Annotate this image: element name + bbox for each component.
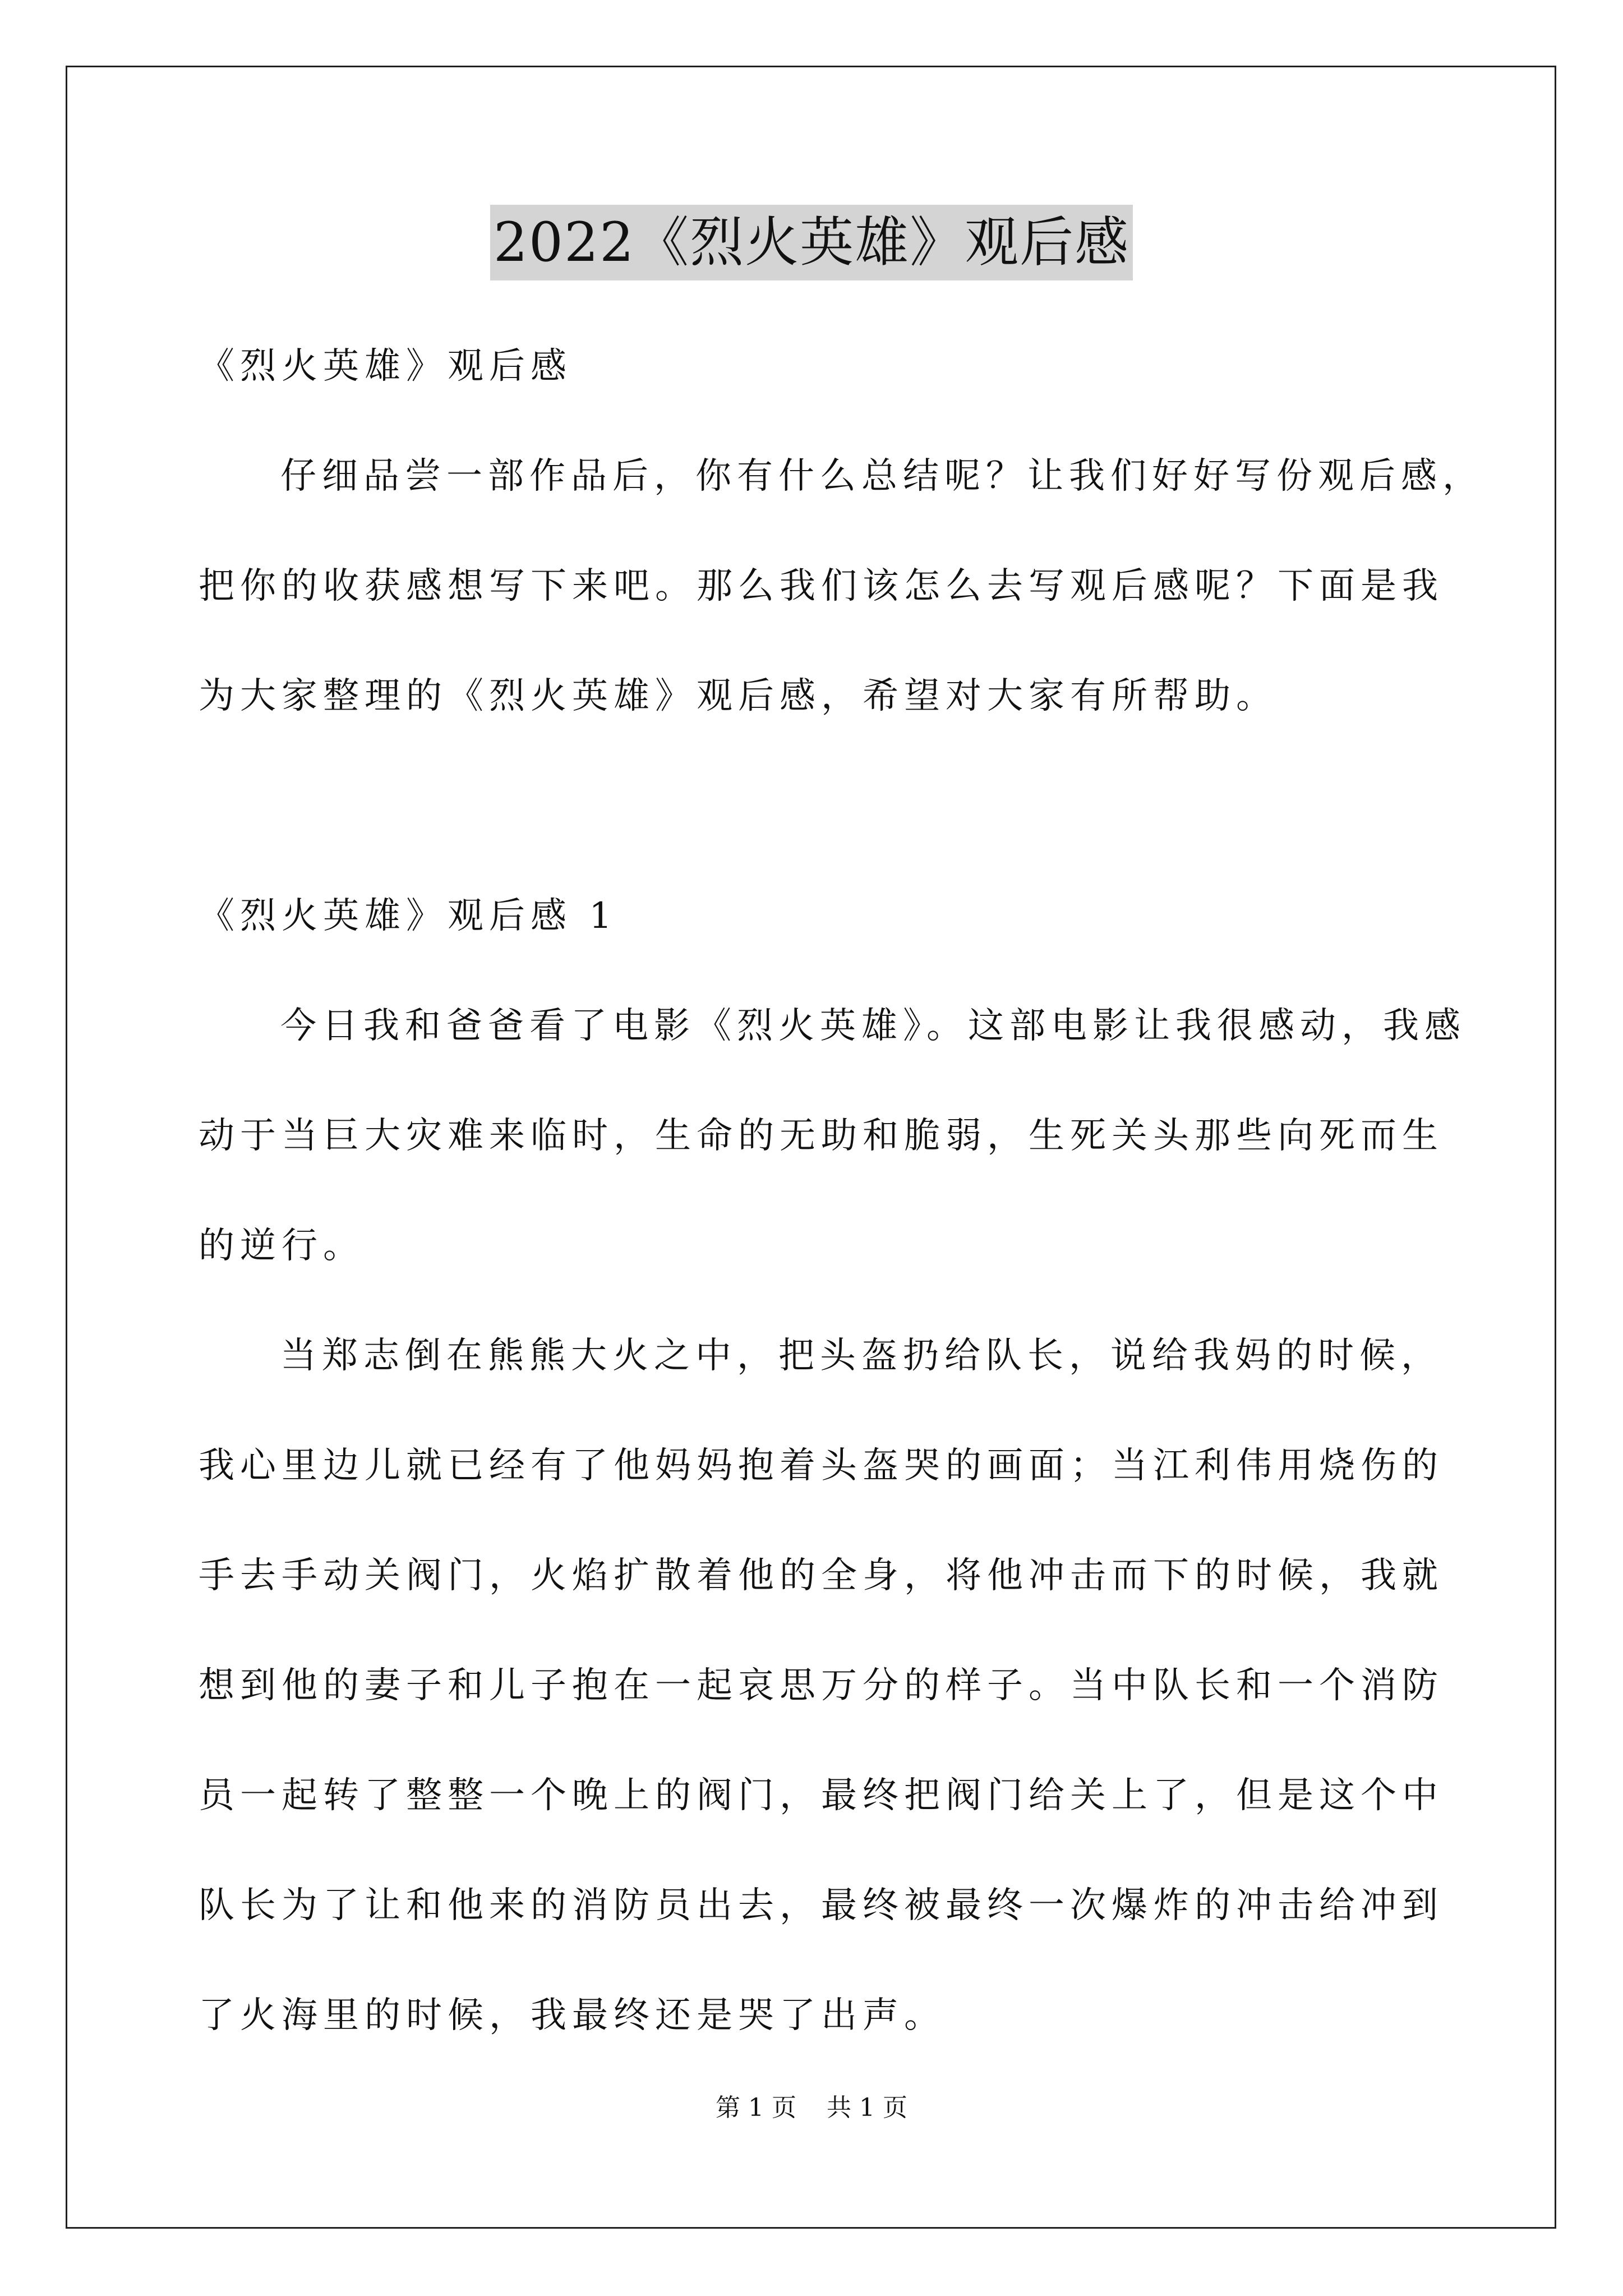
intro-line: 仔细品尝一部作品后，你有什么总结呢？让我们好好写份观后感， [280, 455, 1484, 497]
document-body [199, 311, 1484, 2070]
title-container [0, 205, 1623, 280]
page-total: 共 1 页 [827, 2093, 907, 2122]
intro-line: 把你的收获感想写下来吧。那么我们该怎么去写观后感呢？下面是我 [199, 565, 1444, 607]
paragraph-line: 今日我和爸爸看了电影《烈火英雄》。这部电影让我很感动，我感 [280, 1005, 1466, 1047]
paragraph-line: 我心里边儿就已经有了他妈妈抱着头盔哭的画面；当江利伟用烧伤的 [199, 1445, 1444, 1487]
paragraph-line: 了火海里的时候，我最终还是哭了出声。 [199, 1995, 946, 2036]
paragraph-line: 当郑志倒在熊熊大火之中，把头盔扔给队长，说给我妈的时候， [280, 1335, 1442, 1377]
paragraph-line: 员一起转了整整一个晚上的阀门，最终把阀门给关上了，但是这个中 [199, 1775, 1444, 1816]
document-title: 2022《烈火英雄》观后感 [490, 205, 1133, 280]
paragraph-line: 的逆行。 [199, 1225, 365, 1267]
paragraph-line: 想到他的妻子和儿子抱在一起哀思万分的样子。当中队长和一个消防 [199, 1665, 1444, 1706]
subtitle: 《烈火英雄》观后感 [199, 346, 572, 387]
intro-line: 为大家整理的《烈火英雄》观后感，希望对大家有所帮助。 [199, 675, 1278, 717]
section-heading: 《烈火英雄》观后感 1 [199, 895, 618, 937]
paragraph-line: 手去手动关阀门，火焰扩散着他的全身，将他冲击而下的时候，我就 [199, 1555, 1444, 1596]
paragraph-line: 动于当巨大灾难来临时，生命的无助和脆弱，生死关头那些向死而生 [199, 1115, 1444, 1157]
paragraph-line: 队长为了让和他来的消防员出去，最终被最终一次爆炸的冲击给冲到 [199, 1885, 1444, 1926]
page-footer [0, 2091, 1623, 2125]
page-number: 第 1 页 [716, 2093, 796, 2122]
section-gap [199, 751, 1432, 861]
